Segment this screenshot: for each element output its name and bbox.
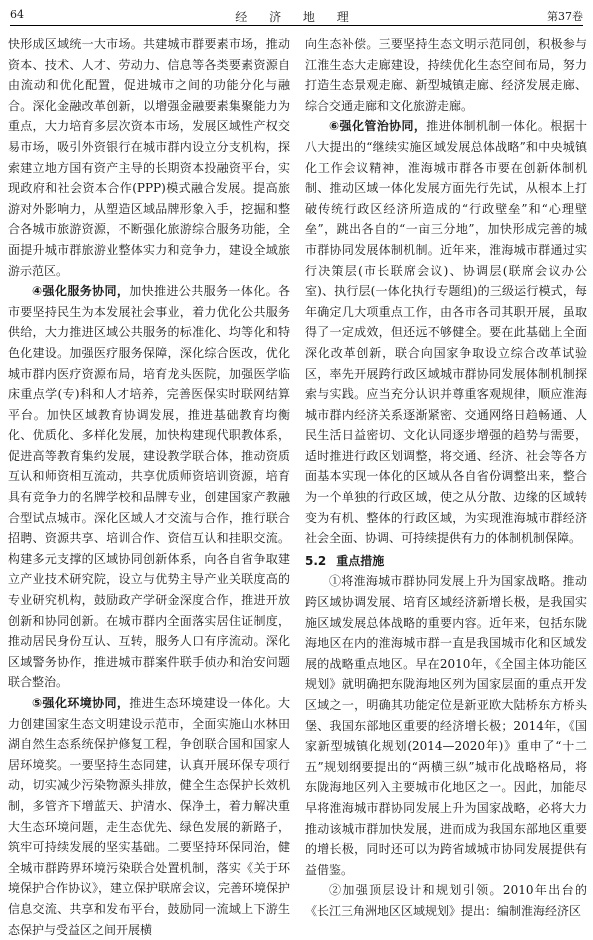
paragraph (305, 116, 587, 548)
volume-label: 第37卷 (547, 10, 583, 23)
section-number: 5.2 (305, 553, 327, 568)
page-number: 64 (10, 8, 24, 21)
paragraph (8, 281, 290, 693)
right-column (305, 34, 587, 918)
paragraph: ①将淮海城市群协同发展上升为国家战略。推动跨区域协调发展、培育区域经济新增长极，是我国实施区域发展总体战略的重要内容。近年来，包括东陇海地区在内的淮海城市群一直是我国城市化和区域发展的战略重点地区。早在2010年，《全国主体功能区规划》就明确把东陇海地区列为国家层面的重点开发区域之一，明确其功能定位是新亚欧大陆桥东方桥头堡、我国东部地区重要的经济增长极；2014年，《国家新型城镇化规划(2014—2020年)》重申了“十二五”规划纲要提出的“两横三纵”城市化战略格局，将东陇海地区列入主要城市化地区之一。因此，加能尽早将淮海城市群协同发展上升为国家战略，必将大力推动该城市群加快发展，进而成为我国东部地区重要的增长极，同时还可以为跨省域城市协同发展提供有益借鉴。 (305, 574, 587, 877)
paragraph: 快形成区域统一大市场。共建城市群要素市场，推动资本、技术、人才、劳动力、信息等各类要素资源自由流动和优化配置，促进城市之间的功能分化与融合。深化金融改革创新，以增强金融要素集聚能力为重点，大力培育多层次资本市场，发展区域性产权交易市场，吸引外资银行在城市群内设立分支机构，探索建立地方国有资产主导的长期资本投融资平台，实现政府和社会资本合作(PPP)模式融合发展。提高旅游对外影响力，从塑造区域品牌形象入手，挖掘和整合各城市旅游资源，不断强化旅游综合服务功能，全面提升城市群旅游业整体实力和竞争力，建设全域旅游示范区。 (8, 37, 290, 278)
header-rule (10, 25, 583, 26)
paragraph (8, 693, 290, 940)
paragraph-body: 加快推进公共服务一体化。各市要坚持民生为本发展社会事业，着力优化公共服务供给，大力推进区域公共服务的标准化、均等化和特色化建设。加强医疗服务保障，深化综合医改，优化城市群内医疗资源布局，培育龙头医院，加强医学临床重点学(专)科和人才培养，完善医保实时联网结算平台。加快区域教育协调发展，推进基础教育均衡化、优质化、多样化发展，加快构建现代职教体系，促进高等教育集约发展，建设教学联合体，推动资质互认和师资相互流动，共享优质师资培训资源，培育具有竞争力的名牌学校和品牌专业，创建国家产教融合型试点城市。深化区域人才交流与合作，推行联合招聘、资源共享、培训合作、资信互认和挂职交流。构建多元支撑的区域协同创新体系，向各自省争取建立产业技术研究院，设立与优势主导产业关联度高的专业研究机构，鼓励政产学研金深度合作，推进开放创新和协同创新。在城市群内全面落实居住证制度，推动居民身份互认、互转，服务人口有序流动。深化区域警务协作，推进城市群案件联手侦办和治安问题联合整治。 (8, 284, 290, 690)
journal-title: 经 济 地 理 (235, 10, 358, 24)
paragraph: ②加强顶层设计和规划引领。2010年出台的《长江三角洲地区区域规划》提出：编制淮海经济区 (305, 883, 587, 918)
paragraph-lead: ④强化服务协同， (32, 284, 130, 299)
section-title: 重点措施 (336, 553, 385, 568)
running-header (10, 8, 583, 26)
paragraph: 向生态补偿。三要坚持生态文明示范同创，积极参与江淮生态大走廊建设，持续优化生态空间布局，努力打造生态景观走廊、新型城镇走廊、经济发展走廊、综合交通走廊和文化旅游走廊。 (305, 37, 587, 113)
paragraph-body: 推进生态环境建设一体化。大力创建国家生态文明建设示范市，全面实施山水林田湖自然生态系统保护修复工程，争创联合国和国家人居环境奖。一要坚持生态同建，认真开展环保专项行动，切实减少污染物源头排放，健全生态保护长效机制，多管齐下增蓝天、护清水、保净土，着力解决重大生态环境问题，走生态优先、绿色发展的新路子，筑牢可持续发展的坚实基础。二要坚持环保同治，健全城市群跨界环境污染联合处置机制，落实《关于环境保护合作协议》，建立保护联席会议，完善环境保护信息交流、共享和发布平台，鼓励同一流域上下游生态保护与受益区之间开展横 (8, 696, 291, 937)
paragraph-body: 推进体制机制一体化。根据十八大提出的“继续实施区域发展总体战略”和中央城镇化工作会议精神，淮海城市群各市要在创新体制机制、推动区域一体化发展方面先行先试，从根本上打破传统行政区经济所造成的“行政壁垒”和“心理壁垒”，跳出各自的“一亩三分地”，加快形成完善的城市群协同发展体制机制。近年来，淮海城市群通过实行决策层(市长联席会议)、协调层(联席会议办公室)、执行层(一体化执行专题组)的三级运行模式，每年确定几大项重点工作，由各市各司其职开展，虽取得了一定成效，但还远不够健全。要在此基础上全面深化改革创新，联合向国家争取设立综合改革试验区，率先开展跨行政区域城市群协同发展体制机制探索与实践。应当充分认识并尊重客观规律，顺应淮海城市群内经济关系逐渐紧密、交通网络日趋畅通、人民生活日益密切、文化认同逐步增强的趋势与需要，适时推进行政区划调整，将交通、经济、社会等各方面基本实现一体化的区域从各自省份调整出来，整合为一个单独的行政区域，使之从分散、边缘的区域转变为有机、整体的行政区域，为实现淮海城市群经济社会全面、协调、可持续提供有力的体制机制保障。 (305, 119, 587, 546)
section-heading (305, 551, 587, 572)
paragraph-lead: ⑥强化管治协同， (329, 119, 427, 134)
left-column (8, 34, 291, 937)
paragraph-lead: ⑤强化环境协同， (32, 696, 130, 710)
